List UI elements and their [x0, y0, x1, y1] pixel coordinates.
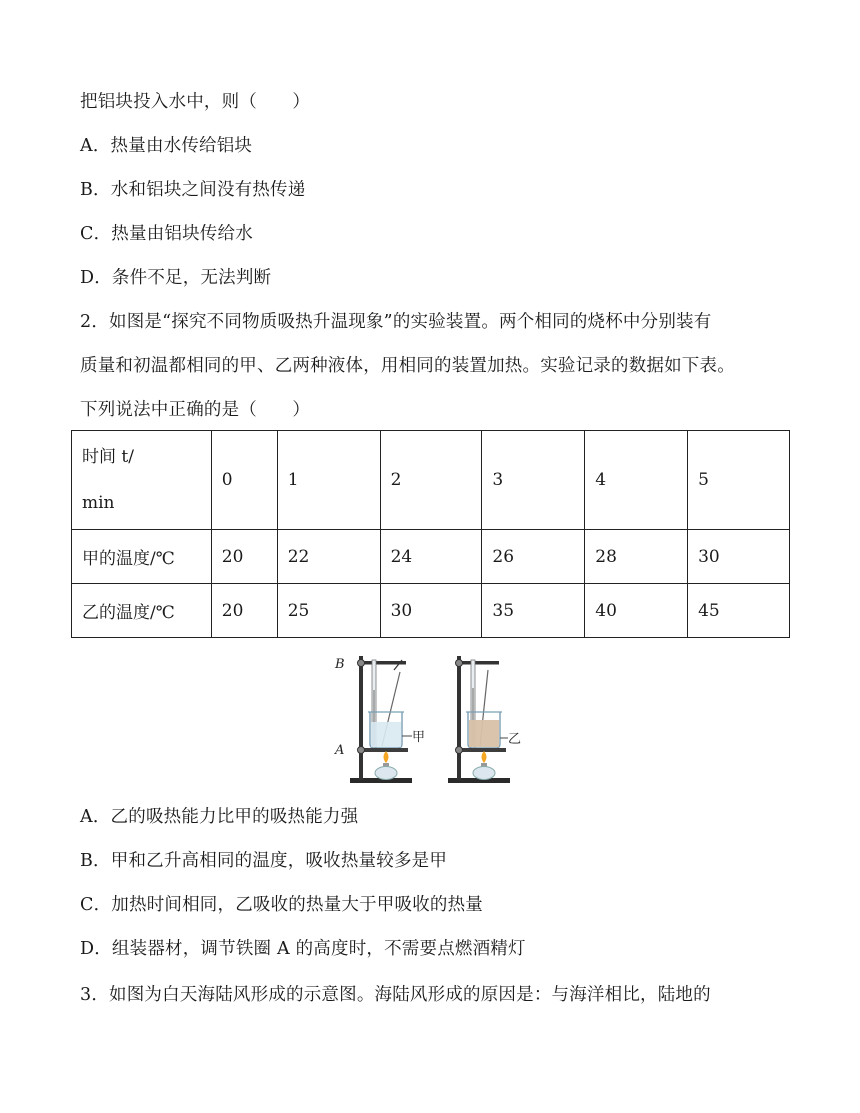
apparatus-yi [448, 656, 521, 783]
table-cell: 25 [277, 584, 380, 638]
apparatus-jia [334, 656, 425, 783]
q2-option-d: D．组装器材，调节铁圈 A 的高度时，不需要点燃酒精灯 [80, 939, 526, 959]
table-cell: 30 [380, 584, 482, 638]
label-b: B [335, 657, 345, 672]
q1-option-a: A．热量由水传给铝块 [80, 136, 253, 156]
q2-option-a: A．乙的吸热能力比甲的吸热能力强 [80, 807, 359, 827]
stand-pole-icon [457, 656, 461, 780]
table-header-row [72, 431, 790, 530]
label-jia: 甲 [412, 730, 426, 745]
stand-pole-icon [359, 656, 363, 780]
table-cell: 40 [585, 584, 688, 638]
time-cell: 2 [380, 431, 482, 530]
time-header-cell [72, 431, 212, 530]
row-label: 乙的温度/℃ [72, 584, 212, 638]
label-a: A [335, 743, 345, 758]
time-cell: 3 [482, 431, 585, 530]
table-cell: 24 [380, 530, 482, 584]
q1-option-c: C．热量由铝块传给水 [80, 224, 253, 244]
table-cell: 45 [688, 584, 790, 638]
q2-stem-line-1: 2．如图是“探究不同物质吸热升温现象”的实验装置。两个相同的烧杯中分别装有 [80, 312, 712, 332]
row-label: 甲的温度/℃ [72, 530, 212, 584]
table-cell: 22 [277, 530, 380, 584]
flame-icon [384, 751, 389, 763]
table-cell: 30 [688, 530, 790, 584]
temperature-table [71, 430, 790, 638]
table-cell: 35 [482, 584, 585, 638]
heating-apparatus-figure [330, 650, 530, 790]
time-header-line-2: min [82, 493, 115, 513]
table-cell: 26 [482, 530, 585, 584]
table-row-jia [72, 530, 790, 584]
q2-stem-line-3: 下列说法中正确的是（ ） [80, 400, 311, 420]
time-cell: 0 [211, 431, 277, 530]
label-yi: 乙 [508, 732, 522, 747]
table-row-yi [72, 584, 790, 638]
q2-option-b: B．甲和乙升高相同的温度，吸收热量较多是甲 [80, 851, 448, 871]
time-cell: 4 [585, 431, 688, 530]
table-cell: 20 [211, 530, 277, 584]
q1-stem: 把铝块投入水中，则（ ） [80, 92, 311, 112]
q2-option-c: C．加热时间相同，乙吸收的热量大于甲吸收的热量 [80, 895, 483, 915]
q3-stem: 3．如图为白天海陆风形成的示意图。海陆风形成的原因是：与海洋相比，陆地的 [80, 985, 711, 1005]
alcohol-lamp-icon [375, 767, 397, 780]
q2-stem-line-2: 质量和初温都相同的甲、乙两种液体，用相同的装置加热。实验记录的数据如下表。 [80, 356, 735, 376]
table-cell: 20 [211, 584, 277, 638]
time-header-line-1: 时间 t/ [82, 447, 134, 467]
alcohol-lamp-icon [473, 767, 495, 780]
q1-option-d: D．条件不足，无法判断 [80, 268, 272, 288]
q1-option-b: B．水和铝块之间没有热传递 [80, 180, 306, 200]
time-cell: 5 [688, 431, 790, 530]
flame-icon [482, 751, 487, 763]
table-cell: 28 [585, 530, 688, 584]
time-cell: 1 [277, 431, 380, 530]
